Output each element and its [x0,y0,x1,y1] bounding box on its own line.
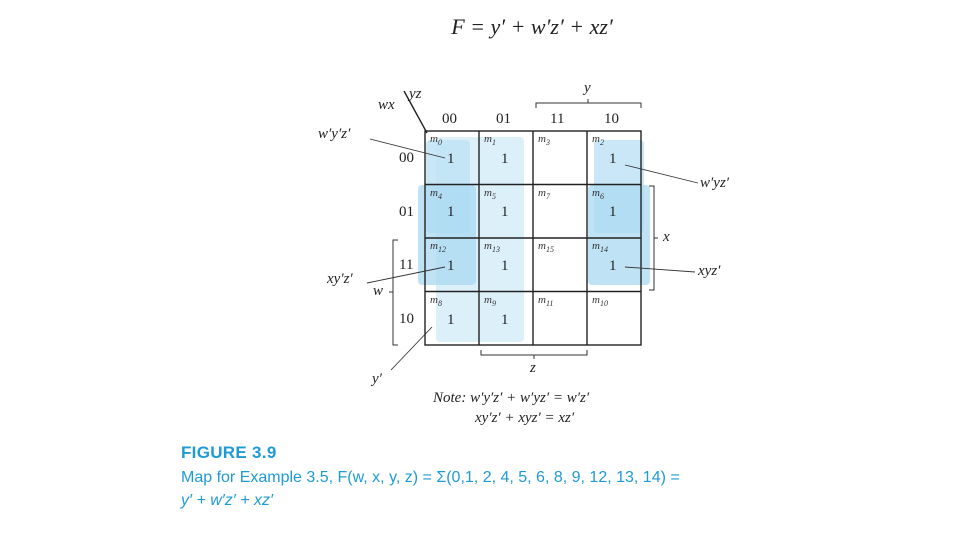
var-x-label: x [663,229,670,245]
col-header-01: 01 [496,111,511,127]
col-header-10: 10 [604,111,619,127]
cell-value-m12: 1 [447,258,455,274]
figure-caption-line-1: Map for Example 3.5, F(w, x, y, z) = Σ(0,1, 2, 4, 5, 6, 8, 9, 12, 13, 14) = [181,469,680,486]
cell-value-m5: 1 [501,204,509,220]
cell-value-m1: 1 [501,151,509,167]
var-y-label: y [584,80,591,96]
cell-index-m15: $m_{15}$ [538,240,554,255]
cell-index-m10: $m_{10}$ [592,294,608,309]
figure-title: FIGURE 3.9 [181,443,277,462]
corner-col-vars: yz [409,86,422,102]
figure-caption-line-2: y′ + w′z′ + xz′ [181,492,274,509]
cell-index-m2: $m_2$ [592,133,604,148]
cell-index-m11: $m_{11}$ [538,294,554,309]
cell-value-m9: 1 [501,312,509,328]
cell-index-m4: $m_4$ [430,187,442,202]
cell-value-m13: 1 [501,258,509,274]
row-header-11: 11 [399,257,414,273]
cell-value-m4: 1 [447,204,455,220]
row-header-10: 10 [399,311,414,327]
cell-index-m8: $m_8$ [430,294,442,309]
cell-value-m2: 1 [609,151,617,167]
row-header-00: 00 [399,150,414,166]
row-header-01: 01 [399,204,414,220]
cell-value-m6: 1 [609,204,617,220]
term-wpypzp: w′y′z′ [318,126,351,142]
note-line-1: Note: w′y′z′ + w′yz′ = w′z′ [433,390,590,406]
cell-index-m9: $m_9$ [484,294,496,309]
cell-index-m1: $m_1$ [484,133,496,148]
var-w-label: w [373,283,384,299]
corner-row-vars: wx [378,97,395,113]
cell-index-m0: $m_0$ [430,133,442,148]
col-header-00: 00 [442,111,457,127]
term-xyzp: xyz′ [698,263,721,279]
term-xypzp: xy′z′ [327,271,353,287]
cell-value-m0: 1 [447,151,455,167]
col-header-11: 11 [550,111,565,127]
cell-index-m6: $m_6$ [592,187,604,202]
var-z-label: z [530,360,536,376]
function-formula: F = y′ + w′z′ + xz′ [451,14,613,39]
cell-value-m8: 1 [447,312,455,328]
cell-value-m14: 1 [609,258,617,274]
cell-index-m12: $m_{12}$ [430,240,446,255]
cell-index-m3: $m_3$ [538,133,550,148]
cell-index-m13: $m_{13}$ [484,240,500,255]
term-yp: y′ [372,371,382,387]
note-line-2: xy′z′ + xyz′ = xz′ [475,410,575,426]
term-wpyzp: w′yz′ [700,175,730,191]
cell-index-m7: $m_7$ [538,187,550,202]
cell-index-m14: $m_{14}$ [592,240,608,255]
cell-index-m5: $m_5$ [484,187,496,202]
